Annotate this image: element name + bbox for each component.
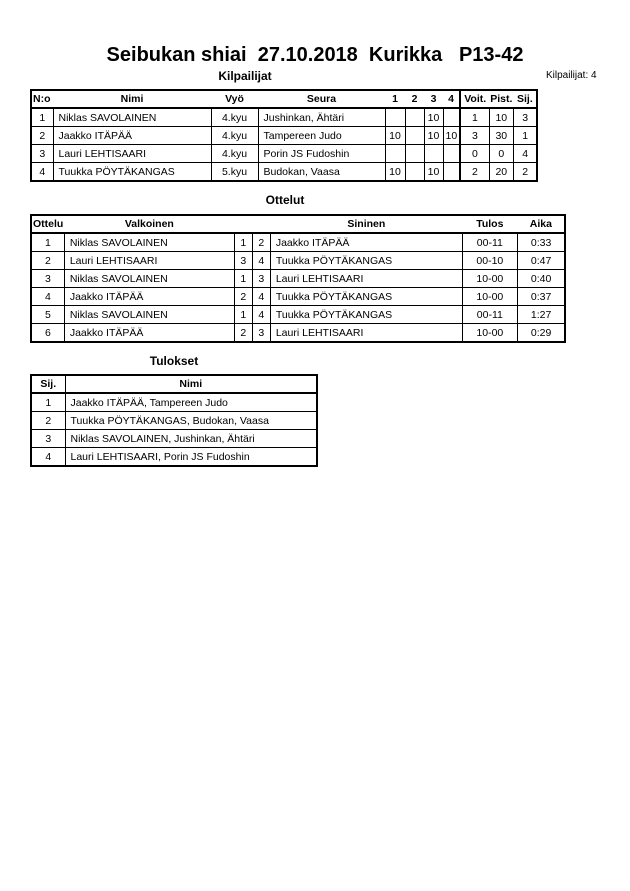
cell-aika: 0:29 [517, 324, 565, 343]
cell-pist: 0 [489, 145, 513, 163]
cell-nimi: Tuukka PÖYTÄKANGAS [53, 163, 211, 182]
cell-sij: 2 [513, 163, 537, 182]
cell-pist: 30 [489, 127, 513, 145]
cell-vyo: 5.kyu [211, 163, 258, 182]
cell-valkoinen: Niklas SAVOLAINEN [64, 306, 234, 324]
cell-nimi: Jaakko ITÄPÄÄ [53, 127, 211, 145]
cell-pist: 20 [489, 163, 513, 182]
cell-sij: 4 [513, 145, 537, 163]
cell-aika: 0:40 [517, 270, 565, 288]
cell-seura: Porin JS Fudoshin [258, 145, 385, 163]
cell-valkoinen: Jaakko ITÄPÄÄ [64, 288, 234, 306]
cell-voit: 1 [460, 108, 489, 127]
cell-r1 [385, 145, 405, 163]
cell-nimi: Niklas SAVOLAINEN [53, 108, 211, 127]
table-row [31, 270, 565, 288]
cell-nimi: Lauri LEHTISAARI, Porin JS Fudoshin [65, 448, 317, 467]
cell-tulos: 00-10 [462, 252, 517, 270]
header-sij: Sij. [513, 90, 537, 108]
cell-r1 [385, 108, 405, 127]
cell-vyo: 4.kyu [211, 108, 258, 127]
cell-seura: Budokan, Vaasa [258, 163, 385, 182]
cell-sininen: Tuukka PÖYTÄKANGAS [270, 288, 462, 306]
tulokset-table [30, 374, 318, 467]
cell-tulos: 10-00 [462, 270, 517, 288]
header-nimi: Nimi [65, 375, 317, 393]
cell-white-no: 2 [234, 324, 252, 343]
cell-r3: 10 [424, 127, 443, 145]
cell-blue-no: 3 [252, 324, 270, 343]
cell-white-no: 1 [234, 270, 252, 288]
cell-white-no: 3 [234, 252, 252, 270]
competitors-count: Kilpailijat: 4 [546, 70, 597, 81]
table-row [31, 306, 565, 324]
table-row [31, 412, 317, 430]
cell-ottelu: 1 [31, 233, 64, 252]
header-round-2: 2 [405, 90, 424, 108]
cell-r2 [405, 108, 424, 127]
cell-r2 [405, 127, 424, 145]
cell-tulos: 00-11 [462, 233, 517, 252]
cell-blue-no: 4 [252, 306, 270, 324]
header-sij: Sij. [31, 375, 65, 393]
cell-r2 [405, 163, 424, 182]
cell-seura: Jushinkan, Ähtäri [258, 108, 385, 127]
cell-ottelu: 2 [31, 252, 64, 270]
cell-no: 2 [31, 127, 53, 145]
cell-sij: 1 [513, 127, 537, 145]
table-row [31, 145, 537, 163]
cell-vyo: 4.kyu [211, 145, 258, 163]
table-row [31, 430, 317, 448]
cell-r4 [443, 163, 460, 182]
cell-r4: 10 [443, 127, 460, 145]
cell-tulos: 00-11 [462, 306, 517, 324]
cell-r2 [405, 145, 424, 163]
header-white-no [234, 215, 252, 233]
header-round-1: 1 [385, 90, 405, 108]
cell-no: 4 [31, 163, 53, 182]
cell-blue-no: 3 [252, 270, 270, 288]
cell-voit: 3 [460, 127, 489, 145]
cell-valkoinen: Jaakko ITÄPÄÄ [64, 324, 234, 343]
cell-ottelu: 3 [31, 270, 64, 288]
cell-nimi: Tuukka PÖYTÄKANGAS, Budokan, Vaasa [65, 412, 317, 430]
cell-white-no: 2 [234, 288, 252, 306]
header-voit: Voit. [460, 90, 489, 108]
cell-aika: 0:33 [517, 233, 565, 252]
table-row [31, 127, 537, 145]
cell-sininen: Tuukka PÖYTÄKANGAS [270, 252, 462, 270]
cell-ottelu: 4 [31, 288, 64, 306]
cell-sij: 4 [31, 448, 65, 467]
table-row [31, 288, 565, 306]
cell-r1: 10 [385, 163, 405, 182]
cell-aika: 1:27 [517, 306, 565, 324]
cell-r4 [443, 108, 460, 127]
table-row [31, 448, 317, 467]
header-ottelu: Ottelu [31, 215, 64, 233]
table-row [31, 324, 565, 343]
cell-r3 [424, 145, 443, 163]
cell-ottelu: 5 [31, 306, 64, 324]
cell-valkoinen: Niklas SAVOLAINEN [64, 233, 234, 252]
cell-sininen: Lauri LEHTISAARI [270, 324, 462, 343]
cell-r1: 10 [385, 127, 405, 145]
table-row [31, 252, 565, 270]
header-aika: Aika [517, 215, 565, 233]
cell-r3: 10 [424, 163, 443, 182]
tulokset-heading: Tulokset [149, 354, 199, 368]
cell-sij: 3 [513, 108, 537, 127]
header-round-3: 3 [424, 90, 443, 108]
table-row [31, 163, 537, 182]
cell-nimi: Niklas SAVOLAINEN, Jushinkan, Ähtäri [65, 430, 317, 448]
cell-sininen: Lauri LEHTISAARI [270, 270, 462, 288]
cell-white-no: 1 [234, 306, 252, 324]
cell-sij: 2 [31, 412, 65, 430]
kilpailijat-table [30, 89, 538, 182]
header-sininen: Sininen [270, 215, 462, 233]
cell-blue-no: 4 [252, 288, 270, 306]
cell-aika: 0:47 [517, 252, 565, 270]
cell-vyo: 4.kyu [211, 127, 258, 145]
cell-nimi: Lauri LEHTISAARI [53, 145, 211, 163]
cell-tulos: 10-00 [462, 324, 517, 343]
header-tulos: Tulos [462, 215, 517, 233]
cell-sininen: Tuukka PÖYTÄKANGAS [270, 306, 462, 324]
ottelut-heading: Ottelut [265, 193, 305, 207]
table-row [31, 233, 565, 252]
header-blue-no [252, 215, 270, 233]
cell-no: 3 [31, 145, 53, 163]
kilpailijat-heading: Kilpailijat [218, 69, 272, 83]
cell-aika: 0:37 [517, 288, 565, 306]
cell-sininen: Jaakko ITÄPÄÄ [270, 233, 462, 252]
cell-voit: 2 [460, 163, 489, 182]
header-seura: Seura [258, 90, 385, 108]
cell-valkoinen: Lauri LEHTISAARI [64, 252, 234, 270]
ottelut-table [30, 214, 566, 343]
cell-r3: 10 [424, 108, 443, 127]
header-no: N:o [31, 90, 53, 108]
header-valkoinen: Valkoinen [64, 215, 234, 233]
cell-pist: 10 [489, 108, 513, 127]
cell-sij: 1 [31, 393, 65, 412]
cell-blue-no: 2 [252, 233, 270, 252]
cell-valkoinen: Niklas SAVOLAINEN [64, 270, 234, 288]
header-pist: Pist. [489, 90, 513, 108]
cell-tulos: 10-00 [462, 288, 517, 306]
cell-no: 1 [31, 108, 53, 127]
ottelut-header-row [31, 215, 565, 233]
cell-sij: 3 [31, 430, 65, 448]
kilpailijat-header-row [31, 90, 537, 108]
cell-nimi: Jaakko ITÄPÄÄ, Tampereen Judo [65, 393, 317, 412]
cell-seura: Tampereen Judo [258, 127, 385, 145]
cell-white-no: 1 [234, 233, 252, 252]
cell-voit: 0 [460, 145, 489, 163]
table-row [31, 108, 537, 127]
header-nimi: Nimi [53, 90, 211, 108]
cell-blue-no: 4 [252, 252, 270, 270]
page-title: Seibukan shiai 27.10.2018 Kurikka P13-42 [106, 44, 524, 66]
cell-ottelu: 6 [31, 324, 64, 343]
table-row [31, 393, 317, 412]
header-vyo: Vyö [211, 90, 258, 108]
cell-r4 [443, 145, 460, 163]
tulokset-header-row [31, 375, 317, 393]
header-round-4: 4 [443, 90, 460, 108]
